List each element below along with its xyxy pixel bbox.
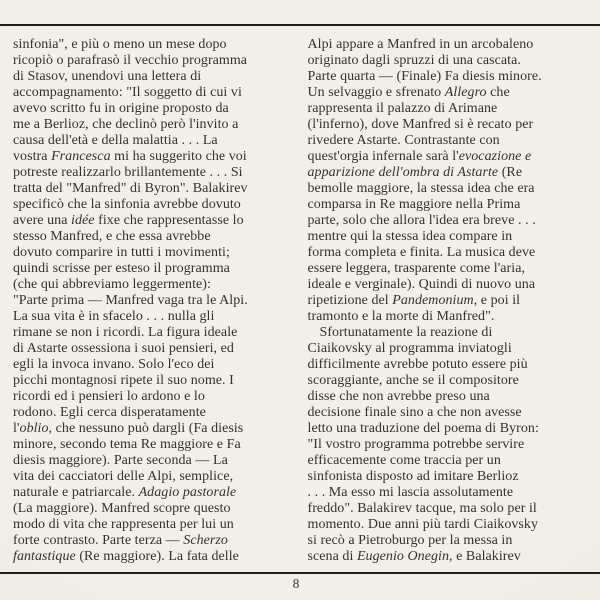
text-line: rimane se non i ricordi. La figura ideale (13, 325, 238, 340)
text-line: scoraggiante, anche se il compositore (307, 373, 519, 388)
text-line: disse che non avrebbe preso una (307, 389, 490, 404)
text-line: di Astarte ossessiona i suoi pensieri, ed (13, 341, 234, 356)
text-line: si recò a Pietroburgo per la messa in (307, 533, 513, 548)
text-line: diesis maggiore). Parte seconda — La (13, 453, 228, 468)
text-line: egli la invoca invano. Solo l'eco dei (13, 357, 215, 372)
text-line: La sua vita è in sfacelo . . . nulla gli (13, 309, 215, 324)
text-line: . . . Ma esso mi lascia assolutamente (307, 485, 514, 500)
text-line: ricopiò o parafrasò il vecchio programma (13, 53, 248, 68)
text-line: forma completa e finita. La musica deve (307, 245, 536, 260)
text-line: dovuto comparire in tutti i movimenti; (13, 245, 230, 260)
text-line: parte, solo che allora l'idea era breve . . . (307, 213, 536, 228)
text-line: apparizione dell'ombra di Astarte (Re (307, 165, 523, 180)
text-line: tramonto e la morte di Manfred". (307, 309, 495, 324)
text-line: essere leggera, trasparente come l'aria, (307, 261, 526, 276)
text-line: avevo scritto fu in origine proposto da (13, 101, 229, 116)
text-line: Un selvaggio e sfrenato Allegro che (307, 85, 510, 100)
text-line: "Parte prima — Manfred vaga tra le Alpi. (13, 293, 248, 308)
text-line: me a Berlioz, che declinò però l'invito a (13, 117, 239, 132)
text-line: rappresenta il palazzo di Arimane (307, 101, 498, 116)
text-line: (La maggiore). Manfred scopre questo (13, 501, 231, 516)
text-line: "Il vostro programma potrebbe servire (307, 437, 525, 452)
text-line: stesso Manfred, e che essa avrebbe (13, 229, 211, 244)
text-line: originato dagli spruzzi di una cascata. (307, 53, 521, 68)
text-line: quindi scrisse per esteso il programma (13, 261, 230, 276)
text-line: di Stasov, unendovi una lettera di (13, 69, 202, 84)
text-line: quest'orgia infernale sarà l'evocazione e (307, 149, 532, 164)
text-line: potreste realizzarlo brillantemente . . . Si (13, 165, 243, 180)
text-line: (l'inferno), dove Manfred si è recato per (307, 117, 534, 132)
text-line: specificò che la sinfonia avrebbe dovuto (13, 197, 241, 212)
left-text-column (13, 37, 295, 565)
text-line: freddo". Balakirev tacque, ma solo per il (307, 501, 537, 516)
text-line: mentre qui la stessa idea compare in (307, 229, 513, 244)
text-columns (13, 37, 589, 565)
page-number: 8 (292, 576, 300, 591)
text-line: avere una idée fixe che rappresentasse lo (13, 213, 244, 228)
text-line: accompagnamento: "Il soggetto di cui vi (13, 85, 242, 100)
text-line: scena di Eugenio Onegin, e Balakirev (307, 549, 521, 564)
text-line: picchi montagnosi ripete il suo nome. I (13, 373, 234, 388)
right-text-column (308, 37, 590, 565)
text-line: ripetizione del Pandemonium, e poi il (307, 293, 521, 308)
text-line: momento. Due anni più tardi Ciaikovsky (307, 517, 539, 532)
text-line: Ciaikovsky al programma inviatogli (307, 341, 512, 356)
text-line: l'oblio, che nessuno può dargli (Fa diesis (13, 421, 244, 436)
text-line: ideale e verginale). Quindi di nuovo una (307, 277, 536, 292)
text-line: forte contrasto. Parte terza — Scherzo (13, 533, 228, 548)
text-line: Sfortunatamente la reazione di (319, 325, 493, 340)
text-line: letto una traduzione del poema di Byron: (307, 421, 539, 436)
text-line: tratta del "Manfred" di Byron". Balakirev (13, 181, 248, 196)
text-line: rivedere Astarte. Contrastante con (307, 133, 500, 148)
text-line: minore, secondo tema Re maggiore e Fa (13, 437, 241, 452)
text-line: vita dei cacciatori delle Alpi, semplice, (13, 469, 234, 484)
text-line: fantastique (Re maggiore). La fata delle (13, 549, 239, 564)
text-line: rodono. Egli cerca disperatamente (13, 405, 206, 420)
text-line: bemolle maggiore, la stessa idea che era (307, 181, 535, 196)
text-line: comparsa in Re maggiore nella Prima (307, 197, 521, 212)
text-line: sinfonia", e più o meno un mese dopo (13, 37, 227, 52)
text-line: ricordi ed i pensieri lo ardono e lo (13, 389, 205, 404)
bottom-rule (0, 572, 600, 574)
text-line: naturale e patriarcale. Adagio pastorale (13, 485, 237, 500)
top-rule (0, 24, 600, 26)
text-line: (che qui abbreviamo leggermente): (13, 277, 211, 292)
text-line: Parte quarta — (Finale) Fa diesis minore. (307, 69, 542, 84)
text-line: decisione finale sino a che non avesse (307, 405, 522, 420)
text-line: Alpi appare a Manfred in un arcobaleno (307, 37, 534, 52)
text-line: difficilmente avrebbe potuto essere più (307, 357, 528, 372)
text-line: vostra Francesca mi ha suggerito che voi (13, 149, 247, 164)
text-line: efficacemente come traccia per un (307, 453, 501, 468)
text-line: causa dell'età e della malattia . . . La (13, 133, 218, 148)
text-line: sinfonista disposto ad imitare Berlioz (307, 469, 519, 484)
text-line: modo di vita che rappresenta per lui un (13, 517, 234, 532)
